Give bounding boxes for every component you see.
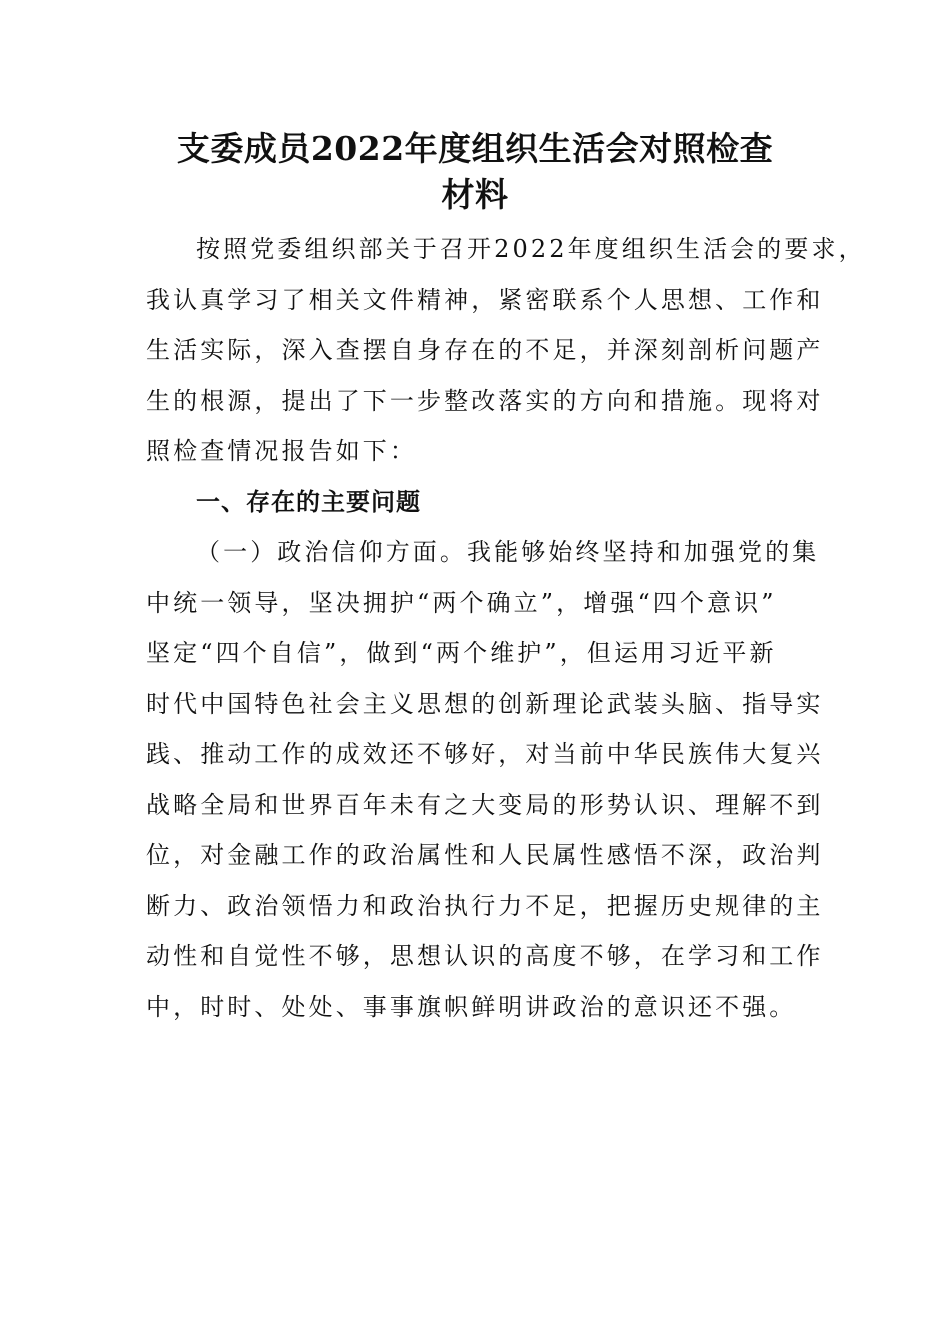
title-line-1: 支委成员2022年度组织生活会对照检查 [176, 129, 774, 168]
document-body [146, 224, 866, 1032]
section-line: 位，对金融工作的政治属性和人民属性感悟不深，政治判 [146, 841, 824, 869]
intro-line: 我认真学习了相关文件精神，紧密联系个人思想、工作和 [146, 285, 824, 314]
document-title [130, 126, 820, 218]
section-line: 动性和自觉性不够，思想认识的高度不够，在学习和工作 [146, 942, 824, 970]
intro-line: 生活实际，深入查摆自身存在的不足，并深刻剖析问题产 [146, 336, 824, 364]
intro-line: 按照党委组织部关于召开2022年度组织生活会的要求， [196, 235, 866, 263]
section-line: 断力、政治领悟力和政治执行力不足，把握历史规律的主 [146, 891, 824, 920]
section-line: 中统一领导，坚决拥护“两个确立”，增强“四个意识” [146, 588, 777, 617]
section-line: 时代中国特色社会主义思想的创新理论武装头脑、指导实 [146, 689, 824, 718]
section-line: 践、推动工作的成效还不够好，对当前中华民族伟大复兴 [146, 740, 824, 768]
section-line: （一）政治信仰方面。我能够始终坚持和加强党的集 [196, 538, 820, 566]
intro-line: 生的根源，提出了下一步整改落实的方向和措施。现将对 [146, 386, 824, 415]
title-line-2: 材料 [441, 175, 509, 214]
section-line: 中，时时、处处、事事旗帜鲜明讲政治的意识还不强。 [146, 992, 797, 1021]
section-line: 战略全局和世界百年未有之大变局的形势认识、理解不到 [146, 790, 824, 819]
section-heading: 一、存在的主要问题 [196, 487, 421, 516]
intro-line: 照检查情况报告如下： [146, 437, 417, 465]
section-line: 坚定“四个自信”，做到“两个维护”，但运用习近平新 [146, 639, 777, 667]
